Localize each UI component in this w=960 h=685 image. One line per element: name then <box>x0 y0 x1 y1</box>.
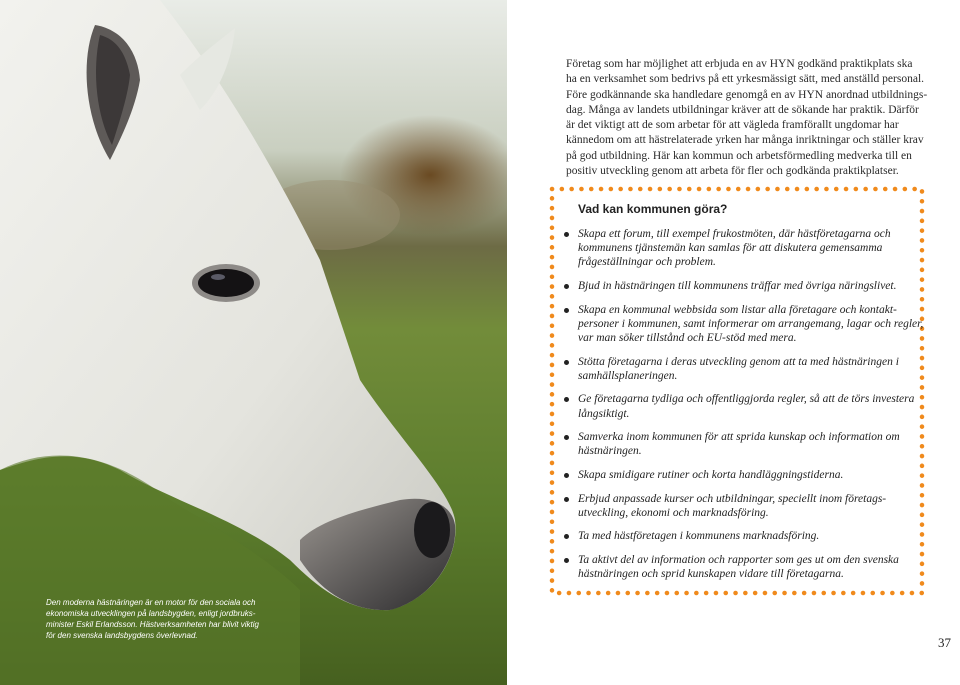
intro-line: positiv utveckling genom att arbeta för fler och godkända praktikplatser. <box>566 165 899 178</box>
intro-line: Före godkännande ska handledare genomgå en av HYN anordnad utbildnings- <box>566 88 928 101</box>
bullet-icon <box>564 284 569 289</box>
item-line: utveckling, ekonomi och marknadsföring. <box>578 506 769 519</box>
page-number: 37 <box>938 635 951 650</box>
bullet-icon <box>564 435 569 440</box>
caption-line: ekonomiska utvecklingen på landsbygden, enligt jordbruks- <box>46 609 256 618</box>
item-line: Ta aktivt del av information och rapporter som ges ut om den svenska <box>578 553 899 566</box>
item-line: Ge företagarna tydliga och offentliggjorda regler, så att de törs investera <box>578 393 915 406</box>
list-item <box>564 430 924 458</box>
item-line: hästnäringen. <box>578 445 642 458</box>
item-line: Erbjud anpassade kurser och utbildningar, speciellt inom företags- <box>578 492 887 505</box>
bullet-icon <box>564 232 569 237</box>
intro-line: kännedom om att hästrelaterade yrken har många inriktningar och ställer krav <box>566 134 924 147</box>
photo-caption <box>46 597 286 641</box>
box-heading: Vad kan kommunen göra? <box>578 202 728 216</box>
item-line: Ta med hästföretagen i kommunens marknadsföring. <box>578 530 820 543</box>
item-line: personer i kommunen, samt informerar om arrangemang, lagar och regler, <box>578 317 924 330</box>
item-line: långsiktigt. <box>578 407 630 420</box>
item-line: Skapa smidigare rutiner och korta handläggningstiderna. <box>578 468 844 481</box>
list-item <box>564 392 924 420</box>
list-item <box>564 529 924 543</box>
intro-line: är det viktigt att de som arbetar för att vägleda framförallt ungdomar har <box>566 119 899 132</box>
item-line: Stötta företagarna i deras utveckling genom att ta med hästnäringen i <box>578 355 899 368</box>
caption-line: för den svenska landsbygdens överlevnad. <box>46 631 198 640</box>
item-line: Skapa ett forum, till exempel frukostmöten, där hästföretagarna och <box>578 228 891 240</box>
list-item <box>564 279 924 293</box>
caption-line: minister Eskil Erlandsson. Hästverksamheten har blivit viktig <box>46 620 259 629</box>
bullet-icon <box>564 473 569 478</box>
intro-line: dag. Många av landets utbildningar kräver att de sökande har praktik. Därför <box>566 103 919 116</box>
bullet-icon <box>564 534 569 539</box>
list-item <box>564 303 924 346</box>
item-line: hästnäringen och sprid kunskapen vidare till företagarna. <box>578 568 844 581</box>
bullet-icon <box>564 360 569 365</box>
item-line: Bjud in hästnäringen till kommunens träffar med övriga näringslivet. <box>578 280 897 292</box>
item-line: samhällsplaneringen. <box>578 369 678 382</box>
list-item <box>564 553 924 581</box>
bullet-icon <box>564 397 569 402</box>
list-item <box>564 227 924 270</box>
item-line: var man söker tillstånd och EU-stöd med mera. <box>578 332 797 344</box>
intro-line: ha en verksamhet som bedrivs på ett yrkesmässigt sätt, med anställd personal. <box>566 73 925 86</box>
bullet-icon <box>564 497 569 502</box>
list-item <box>564 492 924 520</box>
item-line: frågeställningar och problem. <box>578 256 716 269</box>
item-line: Skapa en kommunal webbsida som listar alla företagare och kontakt- <box>578 303 897 316</box>
caption-line: Den moderna hästnäringen är en motor för den sociala och <box>46 598 256 607</box>
intro-line: på god utbildning. Här kan kommun och arbetsförmedling medverka till en <box>566 149 912 162</box>
item-line: Samverka inom kommunen för att sprida kunskap och information om <box>578 431 900 444</box>
intro-paragraph <box>566 57 936 179</box>
bullet-icon <box>564 558 569 563</box>
item-line: kommunens tjänstemän kan samlas för att diskutera gemensamma <box>578 242 883 255</box>
list-item <box>564 355 924 383</box>
bullet-icon <box>564 308 569 313</box>
bullet-list <box>564 227 924 591</box>
list-item <box>564 468 924 482</box>
intro-line: Företag som har möjlighet att erbjuda en av HYN godkänd praktikplats ska <box>566 58 913 70</box>
